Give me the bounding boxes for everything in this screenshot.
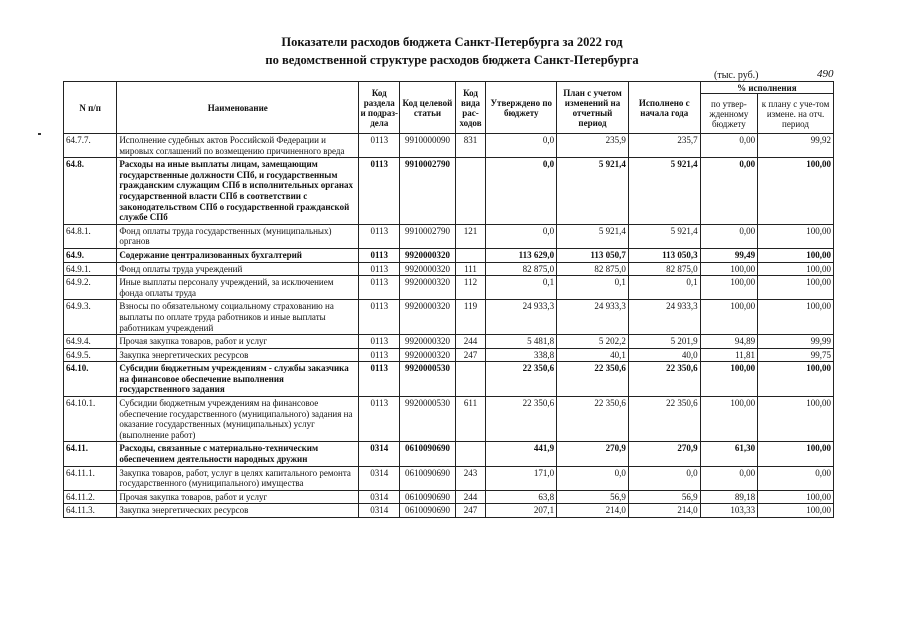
header-razdel: Код раздела и подраз-дела <box>359 82 400 134</box>
cell-name: Фонд оплаты труда учреждений <box>117 262 359 276</box>
cell-utv: 5 481,8 <box>486 335 557 349</box>
cell-razdel: 0113 <box>359 248 400 262</box>
cell-name: Закупка товаров, работ, услуг в целях капитального ремонта государственного (муниципального) имущества <box>117 466 359 490</box>
cell-vid: 121 <box>455 224 486 248</box>
cell-pct-plan: 100,00 <box>758 248 834 262</box>
cell-razdel: 0113 <box>359 397 400 442</box>
cell-pct-plan: 99,99 <box>758 335 834 349</box>
cell-utv: 0,0 <box>486 158 557 225</box>
cell-vid: 247 <box>455 348 486 362</box>
cell-num: 64.9.3. <box>64 300 117 335</box>
cell-plan: 113 050,7 <box>557 248 629 262</box>
cell-utv: 0,0 <box>486 134 557 158</box>
cell-isp: 5 921,4 <box>628 224 700 248</box>
cell-isp: 5 921,4 <box>628 158 700 225</box>
header-name: Наименование <box>117 82 359 134</box>
cell-utv: 441,9 <box>486 442 557 466</box>
cell-pct-utv: 100,00 <box>700 276 757 300</box>
cell-name: Субсидии бюджетным учреждениям - службы заказчика на финансовое обеспечение выполнения государственного задания <box>117 362 359 397</box>
cell-tsel: 9920000530 <box>400 397 455 442</box>
table-row <box>64 276 834 300</box>
cell-razdel: 0314 <box>359 490 400 504</box>
cell-isp: 270,9 <box>628 442 700 466</box>
cell-pct-utv: 89,18 <box>700 490 757 504</box>
cell-num: 64.9.2. <box>64 276 117 300</box>
cell-pct-utv: 11,81 <box>700 348 757 362</box>
cell-vid: 111 <box>455 262 486 276</box>
expenditure-table <box>63 81 834 518</box>
cell-name: Расходы на иные выплаты лицам, замещающим государственные должности СПб, и государственным гражданским служащим СПб в исполнительных органах государственной власти СПб в соответствии с законодательством СПб о государственной гражданской службе СПб <box>117 158 359 225</box>
cell-tsel: 9920000320 <box>400 276 455 300</box>
cell-name: Расходы, связанные с материально-техническим обеспечением деятельности народных дружин <box>117 442 359 466</box>
table-row <box>64 362 834 397</box>
cell-num: 64.11.2. <box>64 490 117 504</box>
cell-tsel: 0610090690 <box>400 442 455 466</box>
table-row <box>64 466 834 490</box>
cell-plan: 82 875,0 <box>557 262 629 276</box>
cell-plan: 0,1 <box>557 276 629 300</box>
cell-vid: 611 <box>455 397 486 442</box>
cell-razdel: 0113 <box>359 348 400 362</box>
header-isp: Исполнено с начала года <box>628 82 700 134</box>
cell-pct-utv: 100,00 <box>700 362 757 397</box>
cell-pct-utv: 0,00 <box>700 134 757 158</box>
cell-razdel: 0113 <box>359 134 400 158</box>
header-pct-utv: по утвер-жденному бюджету <box>700 94 757 134</box>
cell-vid: 831 <box>455 134 486 158</box>
cell-vid <box>455 248 486 262</box>
cell-tsel: 0610090690 <box>400 466 455 490</box>
cell-pct-plan: 100,00 <box>758 504 834 518</box>
header-pct-plan: к плану с уче-том измене. на отч. период <box>758 94 834 134</box>
table-row <box>64 300 834 335</box>
header-utv: Утверждено по бюджету <box>486 82 557 134</box>
table-row <box>64 504 834 518</box>
cell-vid: 243 <box>455 466 486 490</box>
table-row <box>64 224 834 248</box>
cell-isp: 56,9 <box>628 490 700 504</box>
cell-razdel: 0113 <box>359 300 400 335</box>
cell-tsel: 0610090690 <box>400 504 455 518</box>
cell-utv: 113 629,0 <box>486 248 557 262</box>
cell-pct-plan: 100,00 <box>758 362 834 397</box>
cell-num: 64.9. <box>64 248 117 262</box>
cell-pct-plan: 100,00 <box>758 490 834 504</box>
cell-pct-plan: 100,00 <box>758 224 834 248</box>
cell-isp: 113 050,3 <box>628 248 700 262</box>
cell-utv: 207,1 <box>486 504 557 518</box>
cell-pct-plan: 100,00 <box>758 262 834 276</box>
cell-name: Взносы по обязательному социальному страхованию на выплаты по оплате труда работников и иные выплаты работникам учреждений <box>117 300 359 335</box>
cell-plan: 24 933,3 <box>557 300 629 335</box>
cell-num: 64.8.1. <box>64 224 117 248</box>
cell-num: 64.9.4. <box>64 335 117 349</box>
cell-name: Прочая закупка товаров, работ и услуг <box>117 490 359 504</box>
cell-tsel: 9920000320 <box>400 300 455 335</box>
cell-razdel: 0113 <box>359 158 400 225</box>
cell-tsel: 9910002790 <box>400 158 455 225</box>
cell-razdel: 0113 <box>359 362 400 397</box>
cell-utv: 82 875,0 <box>486 262 557 276</box>
page-number: 490 <box>817 68 834 80</box>
cell-num: 64.10.1. <box>64 397 117 442</box>
cell-plan: 270,9 <box>557 442 629 466</box>
cell-plan: 5 921,4 <box>557 158 629 225</box>
table-row <box>64 490 834 504</box>
header-pct-group: % исполнения <box>700 82 833 94</box>
cell-pct-plan: 0,00 <box>758 466 834 490</box>
cell-tsel: 9920000320 <box>400 335 455 349</box>
cell-utv: 22 350,6 <box>486 362 557 397</box>
cell-name: Закупка энергетических ресурсов <box>117 348 359 362</box>
table-row <box>64 348 834 362</box>
cell-plan: 5 921,4 <box>557 224 629 248</box>
cell-tsel: 0610090690 <box>400 490 455 504</box>
cell-razdel: 0314 <box>359 504 400 518</box>
cell-razdel: 0113 <box>359 335 400 349</box>
cell-plan: 40,1 <box>557 348 629 362</box>
cell-num: 64.7.7. <box>64 134 117 158</box>
cell-vid: 247 <box>455 504 486 518</box>
cell-name: Содержание централизованных бухгалтерий <box>117 248 359 262</box>
cell-utv: 0,1 <box>486 276 557 300</box>
cell-num: 64.8. <box>64 158 117 225</box>
table-row <box>64 158 834 225</box>
table-row <box>64 262 834 276</box>
cell-pct-plan: 100,00 <box>758 276 834 300</box>
cell-vid: 244 <box>455 335 486 349</box>
cell-utv: 22 350,6 <box>486 397 557 442</box>
cell-isp: 0,0 <box>628 466 700 490</box>
cell-isp: 22 350,6 <box>628 397 700 442</box>
cell-plan: 5 202,2 <box>557 335 629 349</box>
cell-pct-utv: 100,00 <box>700 397 757 442</box>
cell-pct-utv: 100,00 <box>700 300 757 335</box>
cell-isp: 214,0 <box>628 504 700 518</box>
cell-name: Субсидии бюджетным учреждениям на финансовое обеспечение государственного (муниципального) задания на оказание государственных (муниципальных) услуг (выполнение работ) <box>117 397 359 442</box>
cell-pct-utv: 99,49 <box>700 248 757 262</box>
cell-name: Прочая закупка товаров, работ и услуг <box>117 335 359 349</box>
table-row <box>64 248 834 262</box>
cell-vid: 119 <box>455 300 486 335</box>
cell-num: 64.9.5. <box>64 348 117 362</box>
cell-isp: 82 875,0 <box>628 262 700 276</box>
cell-pct-utv: 0,00 <box>700 466 757 490</box>
cell-isp: 40,0 <box>628 348 700 362</box>
header-plan: План с учетом изменений на отчетный период <box>557 82 629 134</box>
cell-isp: 24 933,3 <box>628 300 700 335</box>
cell-vid: 244 <box>455 490 486 504</box>
cell-razdel: 0314 <box>359 466 400 490</box>
cell-tsel: 9920000320 <box>400 262 455 276</box>
cell-num: 64.9.1. <box>64 262 117 276</box>
units-label: (тыс. руб.) <box>714 70 759 81</box>
cell-razdel: 0113 <box>359 276 400 300</box>
cell-vid <box>455 442 486 466</box>
cell-plan: 235,9 <box>557 134 629 158</box>
cell-num: 64.11.3. <box>64 504 117 518</box>
cell-pct-utv: 100,00 <box>700 262 757 276</box>
cell-pct-utv: 61,30 <box>700 442 757 466</box>
cell-tsel: 9920000320 <box>400 248 455 262</box>
cell-name: Закупка энергетических ресурсов <box>117 504 359 518</box>
cell-tsel: 9910002790 <box>400 224 455 248</box>
cell-tsel: 9910000090 <box>400 134 455 158</box>
report-title-line-2: по ведомственной структуре расходов бюджета Санкт-Петербурга <box>265 53 639 67</box>
cell-utv: 171,0 <box>486 466 557 490</box>
cell-plan: 22 350,6 <box>557 397 629 442</box>
header-num: N п/п <box>64 82 117 134</box>
cell-razdel: 0314 <box>359 442 400 466</box>
cell-num: 64.11. <box>64 442 117 466</box>
cell-vid <box>455 158 486 225</box>
cell-utv: 24 933,3 <box>486 300 557 335</box>
cell-isp: 235,7 <box>628 134 700 158</box>
cell-name: Исполнение судебных актов Российской Федерации и мировых соглашений по возмещению причиненного вреда <box>117 134 359 158</box>
cell-isp: 0,1 <box>628 276 700 300</box>
table-row <box>64 397 834 442</box>
cell-tsel: 9920000320 <box>400 348 455 362</box>
cell-razdel: 0113 <box>359 224 400 248</box>
header-vid: Код вида рас-ходов <box>455 82 486 134</box>
cell-utv: 63,8 <box>486 490 557 504</box>
table-body <box>64 134 834 518</box>
cell-razdel: 0113 <box>359 262 400 276</box>
cell-pct-plan: 100,00 <box>758 300 834 335</box>
cell-plan: 22 350,6 <box>557 362 629 397</box>
cell-plan: 0,0 <box>557 466 629 490</box>
cell-vid <box>455 362 486 397</box>
cell-pct-plan: 100,00 <box>758 397 834 442</box>
cell-utv: 0,0 <box>486 224 557 248</box>
cell-pct-utv: 0,00 <box>700 158 757 225</box>
cell-tsel: 9920000530 <box>400 362 455 397</box>
cell-isp: 22 350,6 <box>628 362 700 397</box>
cell-name: Фонд оплаты труда государственных (муниципальных) органов <box>117 224 359 248</box>
report-title-line-1: Показатели расходов бюджета Санкт-Петербурга за 2022 год <box>281 35 623 49</box>
scan-speck <box>38 133 41 135</box>
table-row <box>64 442 834 466</box>
cell-num: 64.11.1. <box>64 466 117 490</box>
cell-num: 64.10. <box>64 362 117 397</box>
cell-utv: 338,8 <box>486 348 557 362</box>
header-tsel: Код целевой статьи <box>400 82 455 134</box>
cell-pct-plan: 99,75 <box>758 348 834 362</box>
table-row <box>64 134 834 158</box>
table-row <box>64 335 834 349</box>
cell-vid: 112 <box>455 276 486 300</box>
cell-pct-utv: 94,89 <box>700 335 757 349</box>
cell-plan: 56,9 <box>557 490 629 504</box>
cell-name: Иные выплаты персоналу учреждений, за исключением фонда оплаты труда <box>117 276 359 300</box>
cell-pct-utv: 0,00 <box>700 224 757 248</box>
cell-pct-plan: 99,92 <box>758 134 834 158</box>
cell-pct-plan: 100,00 <box>758 158 834 225</box>
cell-isp: 5 201,9 <box>628 335 700 349</box>
cell-pct-utv: 103,33 <box>700 504 757 518</box>
cell-plan: 214,0 <box>557 504 629 518</box>
cell-pct-plan: 100,00 <box>758 442 834 466</box>
